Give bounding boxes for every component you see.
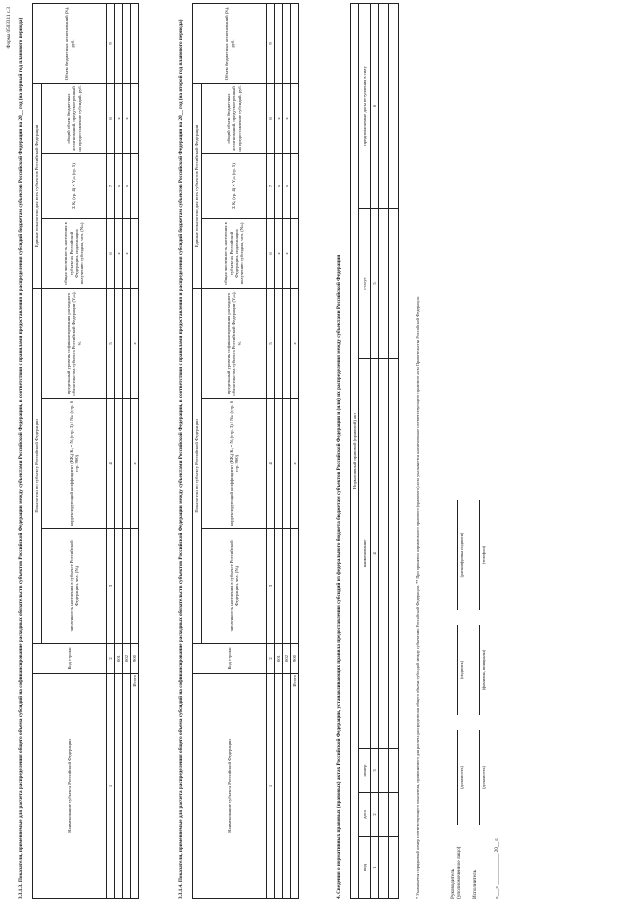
header-region: Наименование субъекта Российской Федерации — [33, 674, 107, 899]
header-date: дата — [359, 793, 371, 837]
x-cell: x — [131, 399, 139, 529]
region-cell[interactable] — [115, 674, 123, 899]
total-row — [131, 3, 139, 898]
header-col-4: корректирующий коэффициент (ККᵢ) Kᵢ = Nᵢ (стр. 3) / Nₘ (стр. 6 стр. 900) — [42, 399, 107, 529]
table-row — [389, 3, 399, 898]
col-num: 1 — [107, 674, 115, 899]
caption-position: (должность) — [459, 765, 464, 790]
code-cell: 001 — [275, 644, 283, 674]
code-cell: 001 — [115, 644, 123, 674]
col-num: 8 — [107, 83, 115, 153]
caption-fio: (фамилия, инициалы) — [481, 649, 486, 691]
section-1-table — [32, 3, 139, 899]
caption-phone: (телефон) — [481, 545, 486, 565]
section-3-table — [350, 3, 399, 899]
x-cell: x — [283, 83, 291, 153]
sign-date[interactable]: «___» ____________ 20__ г. — [494, 837, 500, 899]
code-cell: 002 — [123, 644, 131, 674]
header-col-3: численность населения в субъекте Российской Федерации, чел. (Nᵢ) — [42, 529, 107, 644]
head-position-line[interactable] — [457, 730, 458, 825]
col-num: 3 — [267, 529, 275, 644]
col-num: 2 — [371, 793, 379, 837]
table-row — [115, 3, 123, 898]
executor-position-line[interactable] — [479, 730, 480, 825]
caption-signature: (подпись) — [459, 660, 464, 680]
header-group-subject: Показатели по субъекту Российской Федерации — [193, 288, 202, 643]
col-num: 6 — [267, 218, 275, 288]
header-type: вид — [359, 837, 371, 899]
x-cell: x — [283, 218, 291, 288]
x-cell: x — [291, 288, 299, 398]
col-num: 5 — [371, 209, 379, 359]
header-col-6: общая численность населения в субъектах Российской Федерации, подлежащих получению субсидии, чел. (Nₘ) — [202, 218, 267, 288]
head-label: Руководитель (уполномоченное лицо) — [450, 846, 463, 899]
head-decoding-line[interactable] — [457, 500, 458, 610]
header-group-all: Единые показатели для всех субъектов Российской Федерации — [193, 83, 202, 288]
total-code: 900 — [291, 644, 299, 674]
x-cell: x — [115, 218, 123, 288]
section-1-title: 3.3.1.3. Показатели, применяемые для расчета распределения общего объема субсидий на софинансирование расходных обязательств субъектов Российской Федерации между субъектами Российской Федерации, в соответствии с правилами предоставления и распределения субсидий бюджетам субъектов Российской Федерации на 20__ год (на первый год планового периода) — [18, 17, 24, 899]
col-num: 6 — [107, 218, 115, 288]
footnote: * Указывается порядковый номер соответствующего показателя, применяемого для расчета распределения общего объема субсидий между субъектами Российской Федерации. ** При принятии нормативного правового (правового) акта указывается наименование соответствующего правового акта Правительства Российской Федерации. — [415, 296, 420, 899]
header-col-8: общий объем бюджетных ассигнований, предусмотренный на предоставление субсидий, руб. — [202, 83, 267, 153]
section-3-subheader: Нормативный правовой (правовой) акт — [351, 3, 359, 898]
col-num: 9 — [107, 3, 115, 83]
total-label: Итого — [131, 674, 139, 899]
col-num: 4 — [371, 359, 379, 749]
x-cell: x — [131, 288, 139, 398]
x-cell: x — [123, 218, 131, 288]
header-col-7: Σ Kᵢ (гр. 4) × Yᵢₘ (гр. 5) — [202, 153, 267, 218]
col-num: 5 — [107, 288, 115, 398]
x-cell: x — [123, 153, 131, 218]
x-cell: x — [291, 399, 299, 529]
x-cell: x — [283, 153, 291, 218]
header-col-8: общий объем бюджетных ассигнований, предусмотренный на предоставление субсидий, руб. — [42, 83, 107, 153]
header-col-6: общая численность населения в субъектах Российской Федерации, подлежащих получению субсидии, чел. (Nₘ) — [42, 218, 107, 288]
total-label: Итого — [291, 674, 299, 899]
section-3-title: 4. Сведения о нормативных правовых (правовых) актах Российской Федерации, устанавливающих правила предоставления субсидий из федерального бюджета бюджетам субъектов Российской Федерации и (или) их распределения между субъектами Российской Федерации — [336, 254, 342, 899]
x-cell: x — [115, 153, 123, 218]
table-row — [123, 3, 131, 898]
col-num: 9 — [267, 3, 275, 83]
table-row — [379, 3, 389, 898]
header-status: статус — [359, 209, 371, 359]
header-group-all: Единые показатели для всех субъектов Российской Федерации — [33, 83, 42, 288]
header-group-subject: Показатели по субъекту Российской Федерации — [33, 288, 42, 643]
col-num: 2 — [267, 644, 275, 674]
col-num: 1 — [267, 674, 275, 899]
region-cell[interactable] — [123, 674, 131, 899]
total-code: 900 — [131, 644, 139, 674]
x-cell: x — [123, 83, 131, 153]
col-num: 4 — [267, 399, 275, 529]
header-col-5: предельный уровень софинансирования расходного обязательства субъекта Российской Федерации (Yᵢₘ), % — [42, 288, 107, 398]
col-num: 7 — [107, 153, 115, 218]
executor-label: Исполнитель — [472, 869, 478, 899]
region-cell[interactable] — [275, 674, 283, 899]
header-name: наименование — [359, 359, 371, 749]
code-cell: 002 — [283, 644, 291, 674]
col-num: 5 — [267, 288, 275, 398]
col-num: 8 — [267, 83, 275, 153]
header-col-9: Объем бюджетных ассигнований (Sᵢ), руб. — [193, 3, 267, 83]
section-2-title: 3.3.1.4. Показатели, применяемые для расчета распределения общего объема субсидий на софинансирование расходных обязательств субъектов Российской Федерации между субъектами Российской Федерации, в соответствии с правилами предоставления и распределения субсидий бюджетам субъектов Российской Федерации на 20__ год (на второй год планового периода) — [178, 19, 184, 899]
x-cell: x — [115, 83, 123, 153]
table-row — [275, 3, 283, 898]
col-num: 7 — [267, 153, 275, 218]
header-code: Код строки — [33, 644, 107, 674]
header-col-5: предельный уровень софинансирования расходного обязательства субъекта Российской Федерации (Yᵢₘ), % — [202, 288, 267, 398]
col-num: 3 — [107, 529, 115, 644]
col-num: 3 — [371, 749, 379, 793]
header-col-3: численность населения в субъекте Российской Федерации, чел. (Nᵢ) — [202, 529, 267, 644]
col-num: 4 — [107, 399, 115, 529]
header-number: номер — [359, 749, 371, 793]
section-2-table — [192, 3, 299, 899]
header-col-9: Объем бюджетных ассигнований (Sᵢ), руб. — [33, 3, 107, 83]
col-num: 1 — [371, 837, 379, 899]
x-cell: x — [275, 218, 283, 288]
table-row — [283, 3, 291, 898]
header-col-4: корректирующий коэффициент (ККᵢ) Kᵢ = Nᵢ (стр. 3) / Nₘ (стр. 6 стр. 900) — [202, 399, 267, 529]
header-region: Наименование субъекта Российской Федерации — [193, 674, 267, 899]
form-code: Форма 0503311 с.3 — [6, 7, 12, 49]
header-expire: предполагаемые даты вступления в силу — [359, 3, 371, 208]
executor-fio-line[interactable] — [479, 625, 480, 715]
x-cell: x — [275, 83, 283, 153]
caption-decoding: (расшифровка подписи) — [459, 532, 464, 578]
col-num: 2 — [107, 644, 115, 674]
header-col-7: Σ Kᵢ (гр. 4) × Yᵢₘ (гр. 5) — [42, 153, 107, 218]
caption-position: (должность) — [481, 765, 486, 790]
total-row — [291, 3, 299, 898]
head-signature-line[interactable] — [457, 625, 458, 715]
executor-phone-line[interactable] — [479, 500, 480, 610]
header-code: Код строки — [193, 644, 267, 674]
x-cell: x — [275, 153, 283, 218]
col-num: 6 — [371, 3, 379, 208]
region-cell[interactable] — [283, 674, 291, 899]
